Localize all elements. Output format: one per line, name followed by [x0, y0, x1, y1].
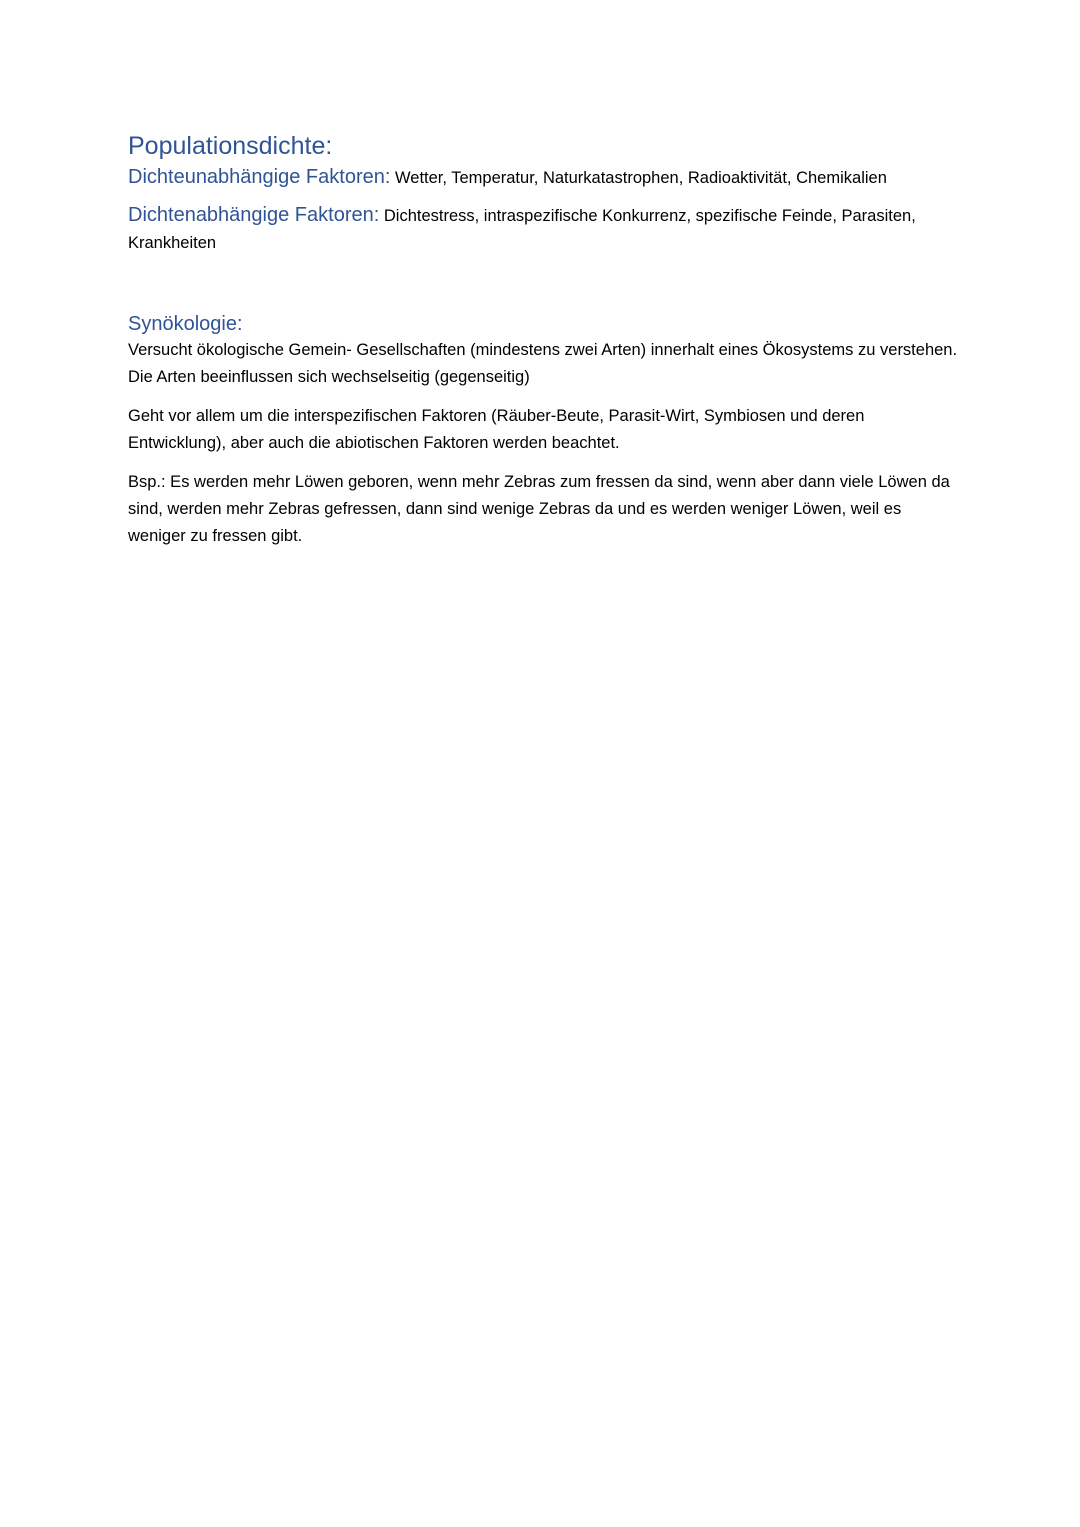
paragraph-synoekologie-beispiel: Bsp.: Es werden mehr Löwen geboren, wenn mehr Zebras zum fressen da sind, wenn aber dann viele Löwen da sind, werden mehr Zebras gefressen, dann sind wenige Zebras da und es werden weniger Löwen, weil es weniger zu fressen gibt.	[128, 473, 950, 545]
label-dichteunabhaengige-faktoren: Dichteunabhängige Faktoren:	[128, 166, 391, 188]
paragraph-synoekologie-faktoren: Geht vor allem um die interspezifischen Faktoren (Räuber-Beute, Parasit-Wirt, Symbiosen und deren Entwicklung), aber auch die abiotischen Faktoren werden beachtet.	[128, 407, 865, 452]
paragraph-synoekologie-definition: Versucht ökologische Gemein- Gesellschaften (mindestens zwei Arten) innerhalt eines Ökosystems zu verstehen. Die Arten beeinflussen sich wechselseitig (gegenseitig)	[128, 341, 958, 386]
text-dichteabhaengige-faktoren: Dichtestress, intraspezifische Konkurrenz, spezifische Feinde, Parasiten, Krankheiten	[128, 207, 916, 252]
label-dichteabhaengige-faktoren: Dichtenabhängige Faktoren:	[128, 204, 380, 226]
paragraph-dichteabhaengige-faktoren	[128, 202, 958, 257]
heading-synoekologie: Synökologie:	[128, 313, 243, 335]
paragraph-dichteunabhaengige-faktoren	[128, 164, 958, 192]
document-content	[128, 128, 958, 550]
text-dichteunabhaengige-faktoren: Wetter, Temperatur, Naturkatastrophen, Radioaktivität, Chemikalien	[390, 169, 887, 187]
heading-populationsdichte: Populationsdichte:	[128, 132, 333, 160]
